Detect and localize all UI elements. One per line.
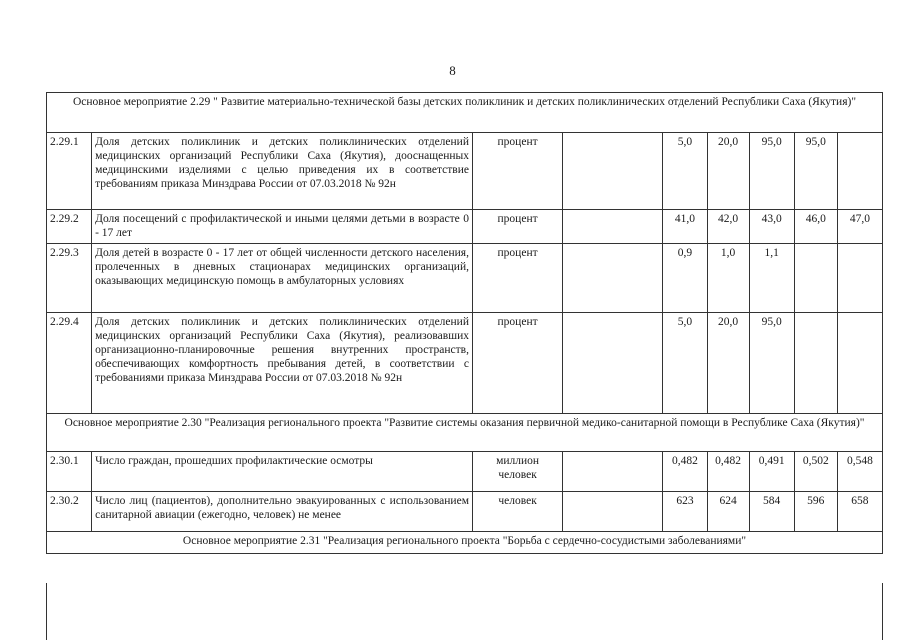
row-unit: человек <box>472 492 562 532</box>
row-code: 2.30.2 <box>47 492 92 532</box>
section-header: Основное мероприятие 2.29 " Развитие материально-технической базы детских поликлиник и детских поликлинических отделений Республики Саха (Якутия)" <box>47 93 883 133</box>
row-value: 1,1 <box>749 244 794 313</box>
row-value: 46,0 <box>794 210 837 244</box>
row-unit: процент <box>472 313 562 414</box>
row-unit: процент <box>472 133 562 210</box>
row-code: 2.29.3 <box>47 244 92 313</box>
row-description: Доля детских поликлиник и детских поликлинических отделений медицинских организаций Республики Саха (Якутия), дооснащенных медицинскими изделиями с целью приведения их в соответствие требованиям приказа Минздрава России от 07.03.2018 № 92н <box>92 133 473 210</box>
row-value <box>837 133 882 210</box>
row-description: Доля посещений с профилактической и иными целями детьми в возрасте 0 - 17 лет <box>92 210 473 244</box>
row-value: 0,502 <box>794 452 837 492</box>
row-value: 41,0 <box>663 210 707 244</box>
row-value: 20,0 <box>707 133 749 210</box>
row-value: 0,548 <box>837 452 882 492</box>
row-empty-cell <box>563 313 663 414</box>
row-unit: процент <box>472 210 562 244</box>
row-empty-cell <box>563 133 663 210</box>
row-value: 584 <box>749 492 794 532</box>
row-description: Число граждан, прошедших профилактические осмотры <box>92 452 473 492</box>
row-value <box>837 313 882 414</box>
table-left-border-continuation <box>46 583 47 640</box>
table-row <box>47 133 883 210</box>
row-value: 95,0 <box>749 133 794 210</box>
row-value: 0,482 <box>663 452 707 492</box>
page-number: 8 <box>449 63 456 78</box>
row-unit: миллион человек <box>472 452 562 492</box>
section-header: Основное мероприятие 2.30 "Реализация регионального проекта "Развитие системы оказания первичной медико-санитарной помощи в Республике Саха (Якутия)" <box>47 414 883 452</box>
row-value <box>794 244 837 313</box>
row-value: 0,9 <box>663 244 707 313</box>
row-value: 43,0 <box>749 210 794 244</box>
row-unit: процент <box>472 244 562 313</box>
row-empty-cell <box>563 210 663 244</box>
section-header-row <box>47 532 883 554</box>
row-value: 5,0 <box>663 313 707 414</box>
section-header-row <box>47 93 883 133</box>
row-empty-cell <box>563 452 663 492</box>
table-row <box>47 452 883 492</box>
row-code: 2.29.2 <box>47 210 92 244</box>
row-code: 2.30.1 <box>47 452 92 492</box>
table-row <box>47 244 883 313</box>
row-value: 47,0 <box>837 210 882 244</box>
table-row <box>47 210 883 244</box>
section-header: Основное мероприятие 2.31 "Реализация регионального проекта "Борьба с сердечно-сосудистыми заболеваниями" <box>47 532 883 554</box>
row-value: 42,0 <box>707 210 749 244</box>
row-value: 0,491 <box>749 452 794 492</box>
indicators-table <box>46 92 883 554</box>
row-value: 624 <box>707 492 749 532</box>
row-description: Доля детей в возрасте 0 - 17 лет от общей численности детского населения, пролеченных в дневных стационарах медицинских организаций, оказывающих медицинскую помощь в амбулаторных условиях <box>92 244 473 313</box>
table-row <box>47 492 883 532</box>
row-value: 596 <box>794 492 837 532</box>
row-empty-cell <box>563 492 663 532</box>
row-value: 0,482 <box>707 452 749 492</box>
row-code: 2.29.1 <box>47 133 92 210</box>
row-value: 623 <box>663 492 707 532</box>
row-value: 20,0 <box>707 313 749 414</box>
table-right-border-continuation <box>882 583 883 640</box>
row-description: Доля детских поликлиник и детских поликлинических отделений медицинских организаций Республики Саха (Якутия), реализовавших организационно-планировочные решения внутренних пространств, обеспечивающих комфортность пребывания детей, в соответствии с требованиями приказа Минздрава России от 07.03.2018 № 92н <box>92 313 473 414</box>
row-value: 5,0 <box>663 133 707 210</box>
row-empty-cell <box>563 244 663 313</box>
section-header-row <box>47 414 883 452</box>
row-value: 95,0 <box>794 133 837 210</box>
row-description: Число лиц (пациентов), дополнительно эвакуированных с использованием санитарной авиации (ежегодно, человек) не менее <box>92 492 473 532</box>
row-value: 658 <box>837 492 882 532</box>
row-value: 95,0 <box>749 313 794 414</box>
row-value <box>794 313 837 414</box>
row-value <box>837 244 882 313</box>
row-value: 1,0 <box>707 244 749 313</box>
row-code: 2.29.4 <box>47 313 92 414</box>
table-row <box>47 313 883 414</box>
